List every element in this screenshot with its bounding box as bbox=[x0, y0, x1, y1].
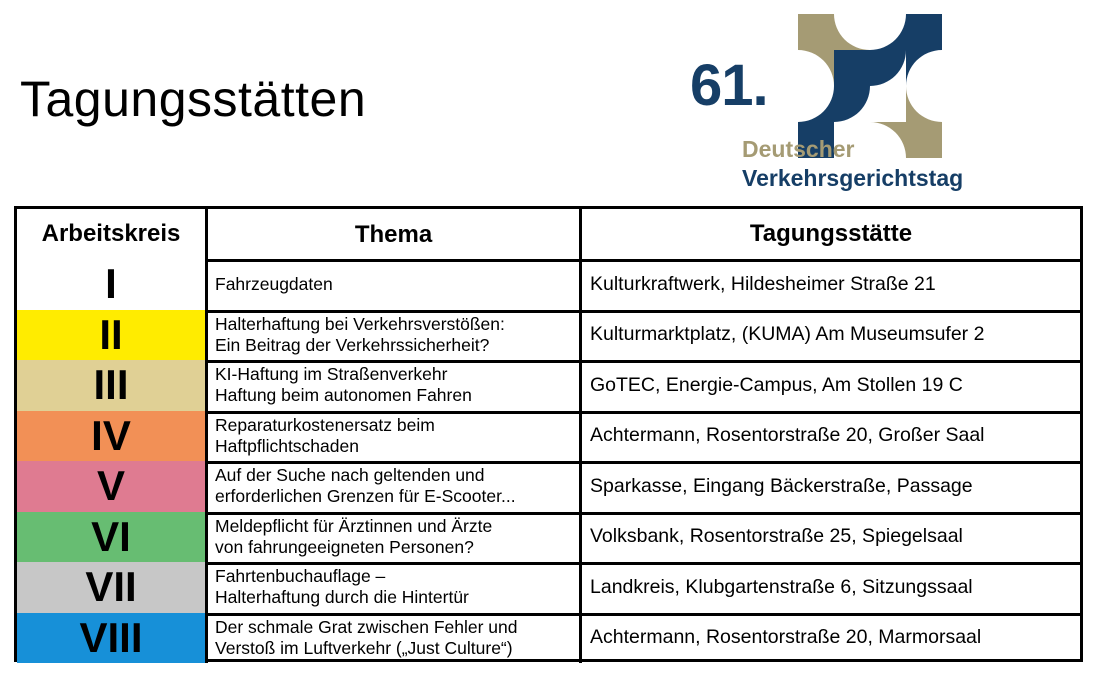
tagungsstaette-cell: Sparkasse, Eingang Bäckerstraße, Passage bbox=[590, 474, 973, 497]
thema-line: erforderlichen Grenzen für E-Scooter... bbox=[215, 486, 516, 507]
thema-line: Fahrtenbuchauflage – bbox=[215, 566, 386, 587]
arbeitskreis-cell bbox=[17, 512, 208, 563]
thema-line: Haftung beim autonomen Fahren bbox=[215, 385, 472, 406]
header-thema: Thema bbox=[208, 209, 582, 259]
arbeitskreis-numeral: VI bbox=[91, 512, 131, 560]
thema-line: Der schmale Grat zwischen Fehler und bbox=[215, 616, 518, 637]
thema-line: von fahrungeeigneten Personen? bbox=[215, 536, 474, 557]
tagungsstaette-cell: Achtermann, Rosentorstraße 20, Marmorsaal bbox=[590, 626, 982, 649]
arbeitskreis-cell bbox=[17, 259, 208, 310]
table-row bbox=[17, 411, 1080, 465]
page-title: Tagungsstätten bbox=[20, 71, 367, 127]
thema-cell bbox=[208, 259, 582, 310]
logo-text-line1: Deutscher bbox=[742, 136, 855, 162]
tagungsstaette-cell: Achtermann, Rosentorstraße 20, Großer Saal bbox=[590, 424, 985, 447]
table-row bbox=[17, 512, 1080, 566]
thema-line: Verstoß im Luftverkehr („Just Culture“) bbox=[215, 637, 513, 658]
arbeitskreis-numeral: IV bbox=[91, 411, 131, 459]
thema-cell bbox=[208, 512, 582, 563]
arbeitskreis-numeral: VII bbox=[85, 563, 137, 611]
thema-line: Auf der Suche nach geltenden und bbox=[215, 465, 485, 486]
tagungsstaette-cell: Landkreis, Klubgartenstraße 6, Sitzungssaal bbox=[590, 575, 973, 598]
thema-line: Halterhaftung durch die Hintertür bbox=[215, 587, 469, 608]
logo bbox=[688, 12, 964, 197]
arbeitskreis-numeral: V bbox=[96, 462, 125, 510]
table-row bbox=[17, 562, 1080, 616]
table-row bbox=[17, 613, 1080, 664]
table-row bbox=[17, 310, 1080, 364]
thema-line: Fahrzeugdaten bbox=[215, 273, 333, 294]
tagungsstaette-cell: GoTEC, Energie-Campus, Am Stollen 19 C bbox=[590, 373, 963, 396]
arbeitskreis-cell bbox=[17, 411, 208, 462]
logo-text-line2: Verkehrsgerichtstag bbox=[742, 165, 964, 191]
thema-line: Ein Beitrag der Verkehrssicherheit? bbox=[215, 334, 490, 355]
arbeitskreis-numeral: III bbox=[93, 361, 129, 409]
arbeitskreis-cell bbox=[17, 613, 208, 664]
thema-line: Haftpflichtschaden bbox=[215, 435, 359, 456]
venues-table bbox=[14, 206, 1083, 662]
thema-line: Meldepflicht für Ärztinnen und Ärzte bbox=[215, 515, 493, 536]
header-arbeitskreis: Arbeitskreis bbox=[17, 209, 208, 259]
arbeitskreis-cell bbox=[17, 360, 208, 411]
thema-cell bbox=[208, 360, 582, 411]
thema-cell bbox=[208, 461, 582, 512]
header-tagungsstaette: Tagungsstätte bbox=[749, 220, 913, 247]
arbeitskreis-numeral: II bbox=[99, 310, 123, 358]
tagungsstaette-cell: Kulturkraftwerk, Hildesheimer Straße 21 bbox=[590, 272, 936, 295]
thema-cell bbox=[208, 562, 582, 613]
logo-number: 61. bbox=[690, 53, 768, 118]
thema-cell bbox=[208, 310, 582, 361]
arbeitskreis-cell bbox=[17, 562, 208, 613]
thema-line: Halterhaftung bei Verkehrsverstößen: bbox=[215, 313, 505, 334]
tagungsstaette-cell: Kulturmarktplatz, (KUMA) Am Museumsufer 2 bbox=[590, 323, 985, 346]
table-row bbox=[17, 360, 1080, 414]
thema-line: Reparaturkostenersatz beim bbox=[215, 414, 435, 435]
table-header-row bbox=[17, 209, 1080, 262]
thema-line: KI-Haftung im Straßenverkehr bbox=[215, 364, 448, 385]
arbeitskreis-numeral: I bbox=[105, 260, 117, 308]
table-row bbox=[17, 259, 1080, 313]
table-row bbox=[17, 461, 1080, 515]
thema-cell bbox=[208, 411, 582, 462]
arbeitskreis-cell bbox=[17, 310, 208, 361]
tagungsstaette-cell: Volksbank, Rosentorstraße 25, Spiegelsaal bbox=[590, 525, 963, 548]
arbeitskreis-cell bbox=[17, 461, 208, 512]
thema-cell bbox=[208, 613, 582, 664]
arbeitskreis-numeral: VIII bbox=[79, 613, 143, 661]
